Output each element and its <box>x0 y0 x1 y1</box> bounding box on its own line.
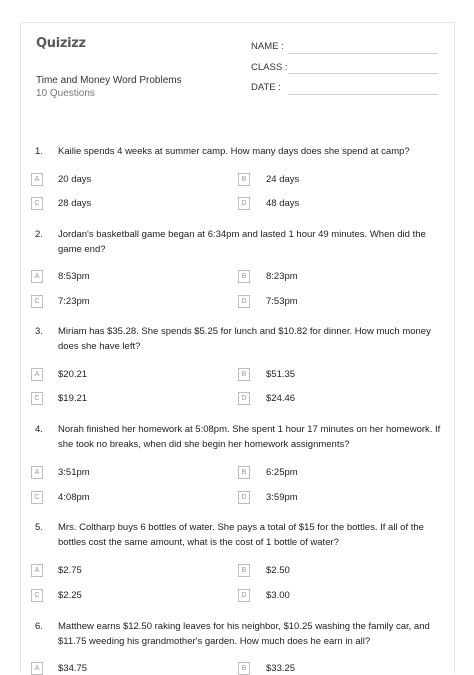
option-d-text: 3:59pm <box>266 492 298 503</box>
worksheet-subtitle: 10 Questions <box>36 88 95 99</box>
option-d-text: $24.46 <box>266 393 296 404</box>
option-b-box[interactable]: B <box>238 368 250 381</box>
option-a-box[interactable]: A <box>31 368 43 381</box>
option-d-box[interactable]: D <box>238 589 250 602</box>
option-b-text: $2.50 <box>266 565 290 576</box>
option-b-text: 24 days <box>266 174 300 185</box>
worksheet-title: Time and Money Word Problems <box>36 75 182 86</box>
option-b-text: $51.35 <box>266 369 296 380</box>
option-a-box[interactable]: A <box>31 173 43 186</box>
quizizz-logo: Quizizz <box>36 36 86 51</box>
name-field[interactable] <box>288 53 438 54</box>
option-b-box[interactable]: B <box>238 466 250 479</box>
option-c-box[interactable]: C <box>31 589 43 602</box>
question-number: 5. <box>35 522 43 533</box>
question-number: 6. <box>35 621 43 632</box>
question-text: Mrs. Coltharp buys 6 bottles of water. She pays a total of $15 for the bottles. If all of the bottles cost the same amount, what is the cost of 1 bottle of water? <box>58 522 424 548</box>
question-number: 4. <box>35 424 43 435</box>
option-b-box[interactable]: B <box>238 173 250 186</box>
option-c-box[interactable]: C <box>31 295 43 308</box>
class-field[interactable] <box>288 73 438 74</box>
option-d-text: 48 days <box>266 198 300 209</box>
option-b-text: 6:25pm <box>266 467 298 478</box>
option-b-box[interactable]: B <box>238 662 250 675</box>
option-a-text: $34.75 <box>58 663 88 674</box>
option-a-text: 8:53pm <box>58 271 90 282</box>
option-a-box[interactable]: A <box>31 662 43 675</box>
option-d-box[interactable]: D <box>238 295 250 308</box>
question-text: Miriam has $35.28. She spends $5.25 for lunch and $10.82 for dinner. How much money does she have left? <box>58 326 431 352</box>
option-a-box[interactable]: A <box>31 270 43 283</box>
question-text: Matthew earns $12.50 raking leaves for his neighbor, $10.25 washing the family car, and $11.75 weeding his grandmother's garden. How much does he earn in all? <box>58 621 430 647</box>
date-field[interactable] <box>288 94 438 95</box>
option-c-text: 28 days <box>58 198 92 209</box>
option-c-text: $19.21 <box>58 393 88 404</box>
option-b-box[interactable]: B <box>238 270 250 283</box>
option-d-box[interactable]: D <box>238 392 250 405</box>
option-d-text: $3.00 <box>266 590 290 601</box>
option-d-text: 7:53pm <box>266 296 298 307</box>
option-c-box[interactable]: C <box>31 392 43 405</box>
option-c-box[interactable]: C <box>31 197 43 210</box>
name-label: NAME : <box>251 41 284 52</box>
question-number: 1. <box>35 146 43 157</box>
option-a-box[interactable]: A <box>31 466 43 479</box>
option-b-text: $33.25 <box>266 663 296 674</box>
option-c-text: $2.25 <box>58 590 82 601</box>
option-d-box[interactable]: D <box>238 491 250 504</box>
option-a-text: $20.21 <box>58 369 88 380</box>
question-number: 2. <box>35 229 43 240</box>
question-text: Kailie spends 4 weeks at summer camp. How many days does she spend at camp? <box>58 146 410 157</box>
option-c-box[interactable]: C <box>31 491 43 504</box>
option-a-text: 3:51pm <box>58 467 90 478</box>
option-a-text: 20 days <box>58 174 92 185</box>
option-a-box[interactable]: A <box>31 564 43 577</box>
class-label: CLASS : <box>251 62 288 73</box>
date-label: DATE : <box>251 82 281 93</box>
option-c-text: 4:08pm <box>58 492 90 503</box>
question-number: 3. <box>35 326 43 337</box>
option-d-box[interactable]: D <box>238 197 250 210</box>
option-a-text: $2.75 <box>58 565 82 576</box>
question-text: Jordan's basketball game began at 6:34pm and lasted 1 hour 49 minutes. When did the game end? <box>58 229 426 255</box>
option-b-box[interactable]: B <box>238 564 250 577</box>
option-c-text: 7:23pm <box>58 296 90 307</box>
option-b-text: 8:23pm <box>266 271 298 282</box>
question-text: Norah finished her homework at 5:08pm. She spent 1 hour 17 minutes on her homework. If she took no breaks, when did she begin her homework assignments? <box>58 424 441 450</box>
